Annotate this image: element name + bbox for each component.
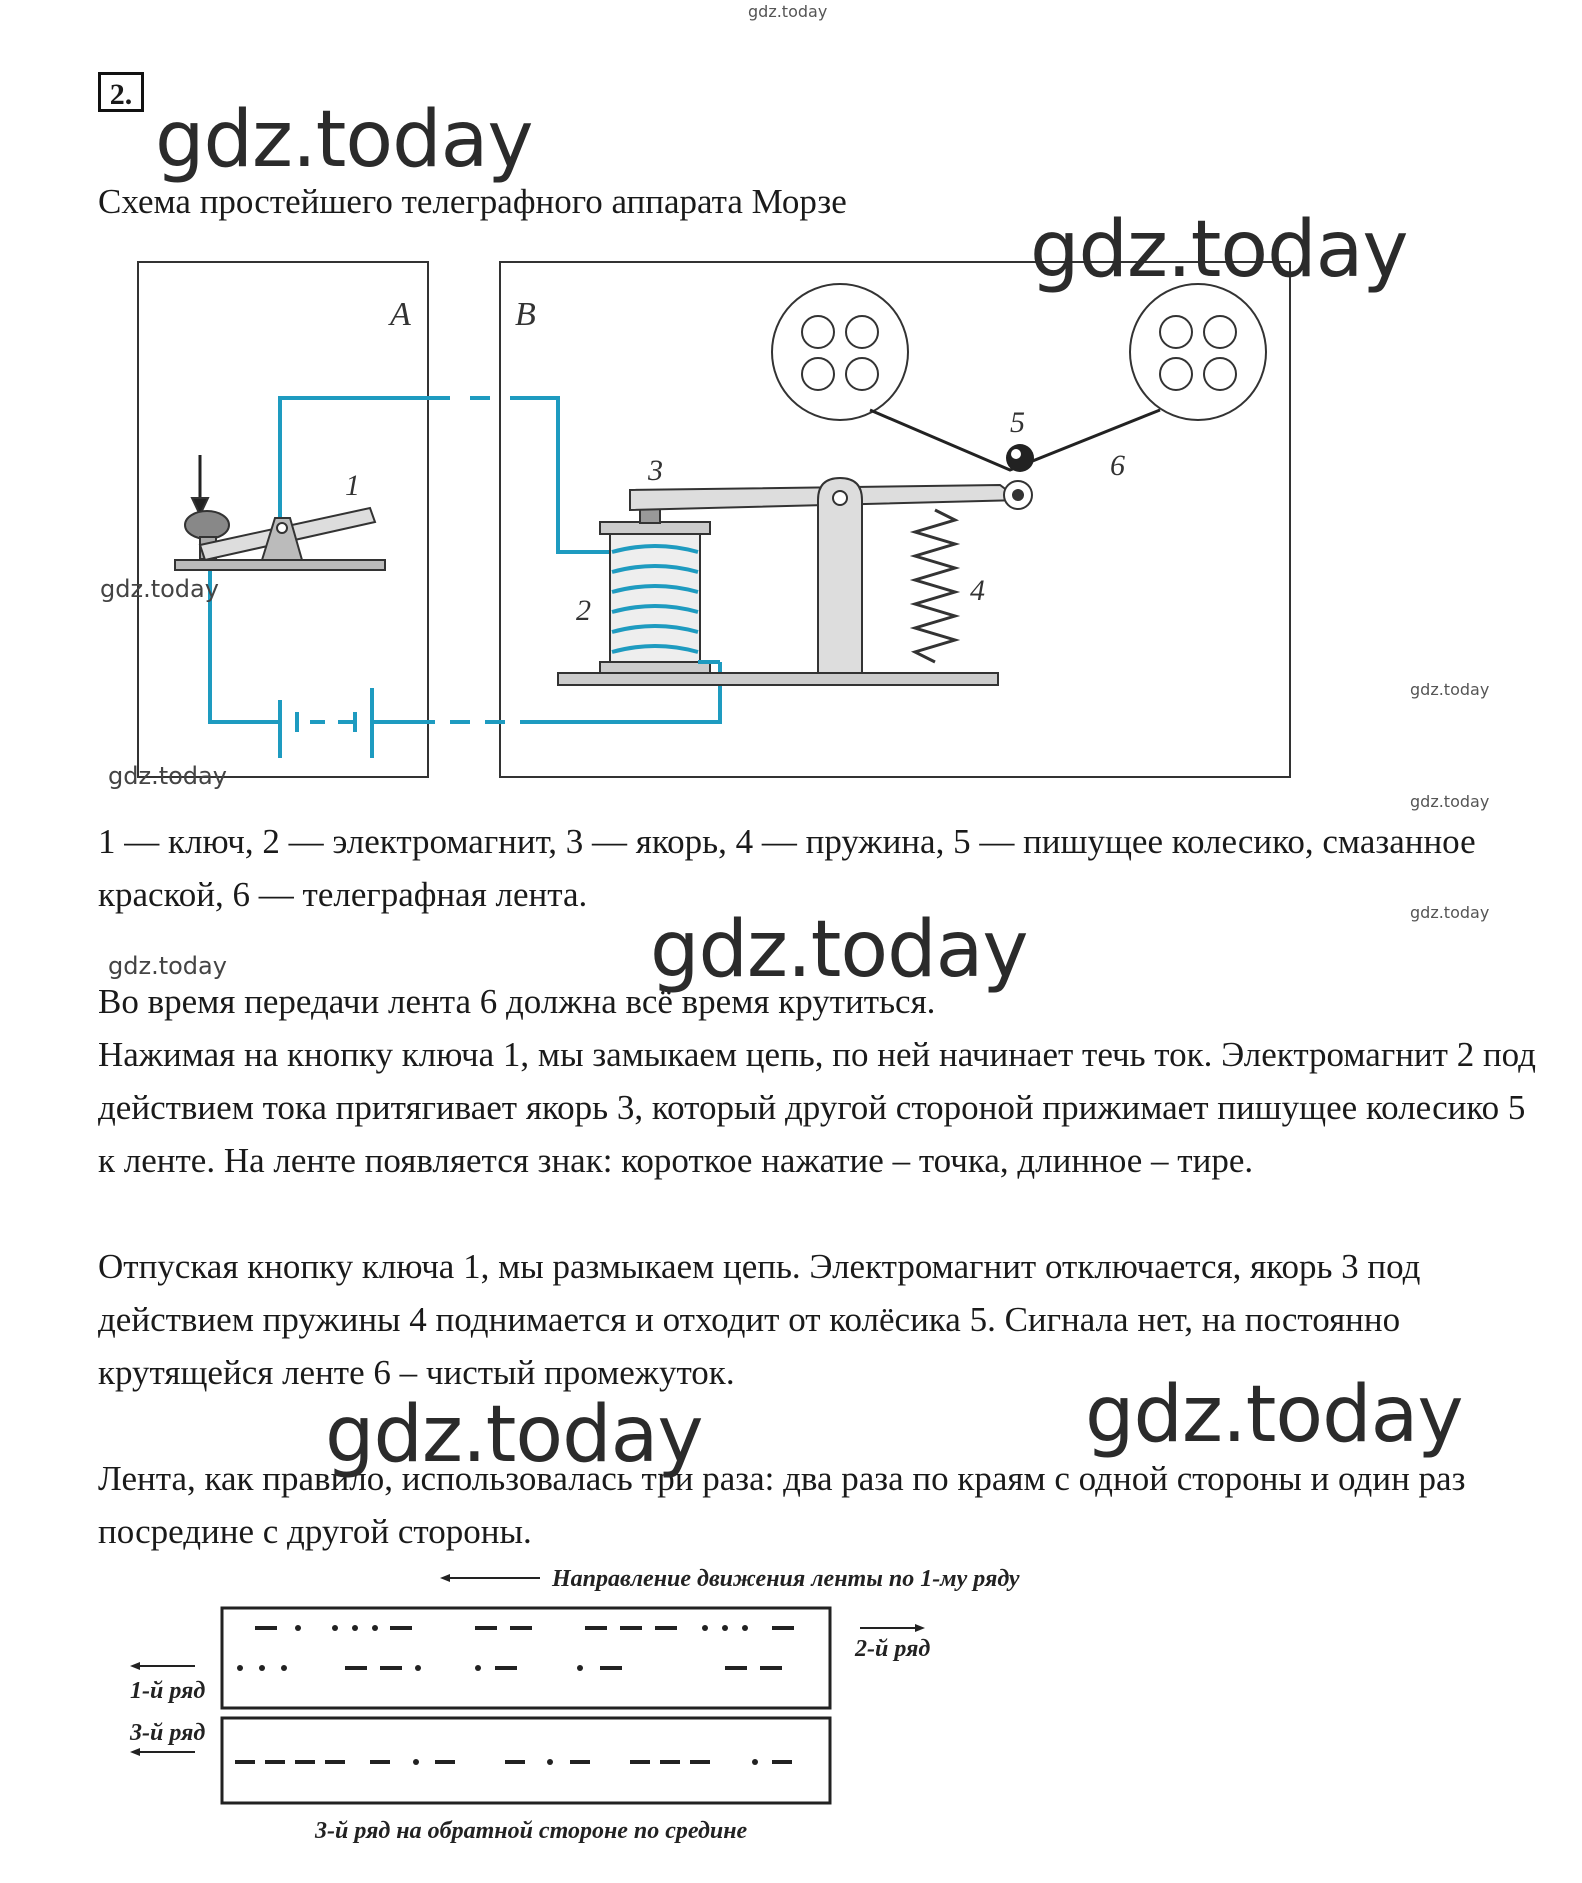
paragraph-4: Лента, как правило, использовалась три раза: два раза по краям с одной стороны и один раз посредине с другой стороны. xyxy=(98,1459,1466,1551)
tape-reels xyxy=(772,284,1266,420)
tape-row-3-label: 3-й ряд xyxy=(130,1720,206,1746)
part-label-6: 6 xyxy=(1110,449,1125,482)
watermark-1: gdz.today xyxy=(155,95,533,185)
task-number: 2. xyxy=(98,72,144,112)
panel-b-label: B xyxy=(515,296,536,333)
spring xyxy=(915,510,955,662)
tape-row-2-label: 2-й ряд xyxy=(855,1636,931,1662)
panel-b-frame xyxy=(500,262,1290,777)
morse-marks-row-2 xyxy=(255,1625,794,1631)
electromagnet xyxy=(600,522,720,674)
morse-marks-row-3 xyxy=(235,1759,792,1765)
tape-figure xyxy=(120,1555,1050,1855)
watermark-11: gdz.today xyxy=(1085,1370,1463,1460)
part-label-1: 1 xyxy=(345,469,360,502)
diagram-legend: 1 — ключ, 2 — электромагнит, 3 — якорь, 4 — пружина, 5 — пишущее колесико, смазанное краской, 6 — телеграфная лента. xyxy=(98,822,1476,914)
watermark-10: gdz.today xyxy=(325,1390,703,1480)
tape-row-1-label: 1-й ряд xyxy=(130,1678,206,1704)
paragraph-2: Нажимая на кнопку ключа 1, мы замыкаем цепь, по ней начинает течь ток. Электромагнит 2 под действием тока притягивает якорь 3, который другой стороной прижимает пишущее колесико 5 к ленте. На ленте появляется знак: короткое нажатие – точка, длинное – тире. xyxy=(98,1035,1536,1180)
tape-strip-top xyxy=(222,1608,830,1708)
watermark-6: gdz.today xyxy=(1410,792,1490,811)
tape-row-3-caption: 3-й ряд на обратной стороне по средине xyxy=(315,1818,748,1844)
paragraph-1: Во время передачи лента 6 должна всё время крутиться. xyxy=(98,982,936,1021)
base-plate xyxy=(558,673,998,685)
watermark-7: gdz.today xyxy=(650,905,1028,995)
watermark-4: gdz.today xyxy=(1410,680,1490,699)
header-watermark: gdz.today xyxy=(748,2,828,21)
watermark-9: gdz.today xyxy=(108,952,227,980)
part-label-2: 2 xyxy=(576,594,591,627)
morse-apparatus-diagram xyxy=(100,230,1330,810)
ink-wheel xyxy=(1006,444,1034,472)
part-label-3: 3 xyxy=(648,454,663,487)
paragraph-3: Отпуская кнопку ключа 1, мы размыкаем цепь. Электромагнит отключается, якорь 3 под действием пружины 4 поднимается и отходит от колёсика 5. Сигнала нет, на постоянно крутящейся ленте 6 – чистый промежуток. xyxy=(98,1247,1421,1392)
part-label-4: 4 xyxy=(970,574,985,607)
tape-direction-label: Направление движения ленты по 1-му ряду xyxy=(552,1566,1020,1592)
armature-post xyxy=(818,478,862,673)
watermark-5: gdz.today xyxy=(108,762,227,790)
diagram-title: Схема простейшего телеграфного аппарата Морзе xyxy=(98,182,847,221)
panel-a-label: A xyxy=(390,296,411,333)
watermark-8: gdz.today xyxy=(1410,903,1490,922)
part-label-5: 5 xyxy=(1010,406,1025,439)
watermark-2: gdz.today xyxy=(1030,205,1408,295)
watermark-3: gdz.today xyxy=(100,575,219,603)
morse-marks-row-1 xyxy=(237,1665,782,1671)
